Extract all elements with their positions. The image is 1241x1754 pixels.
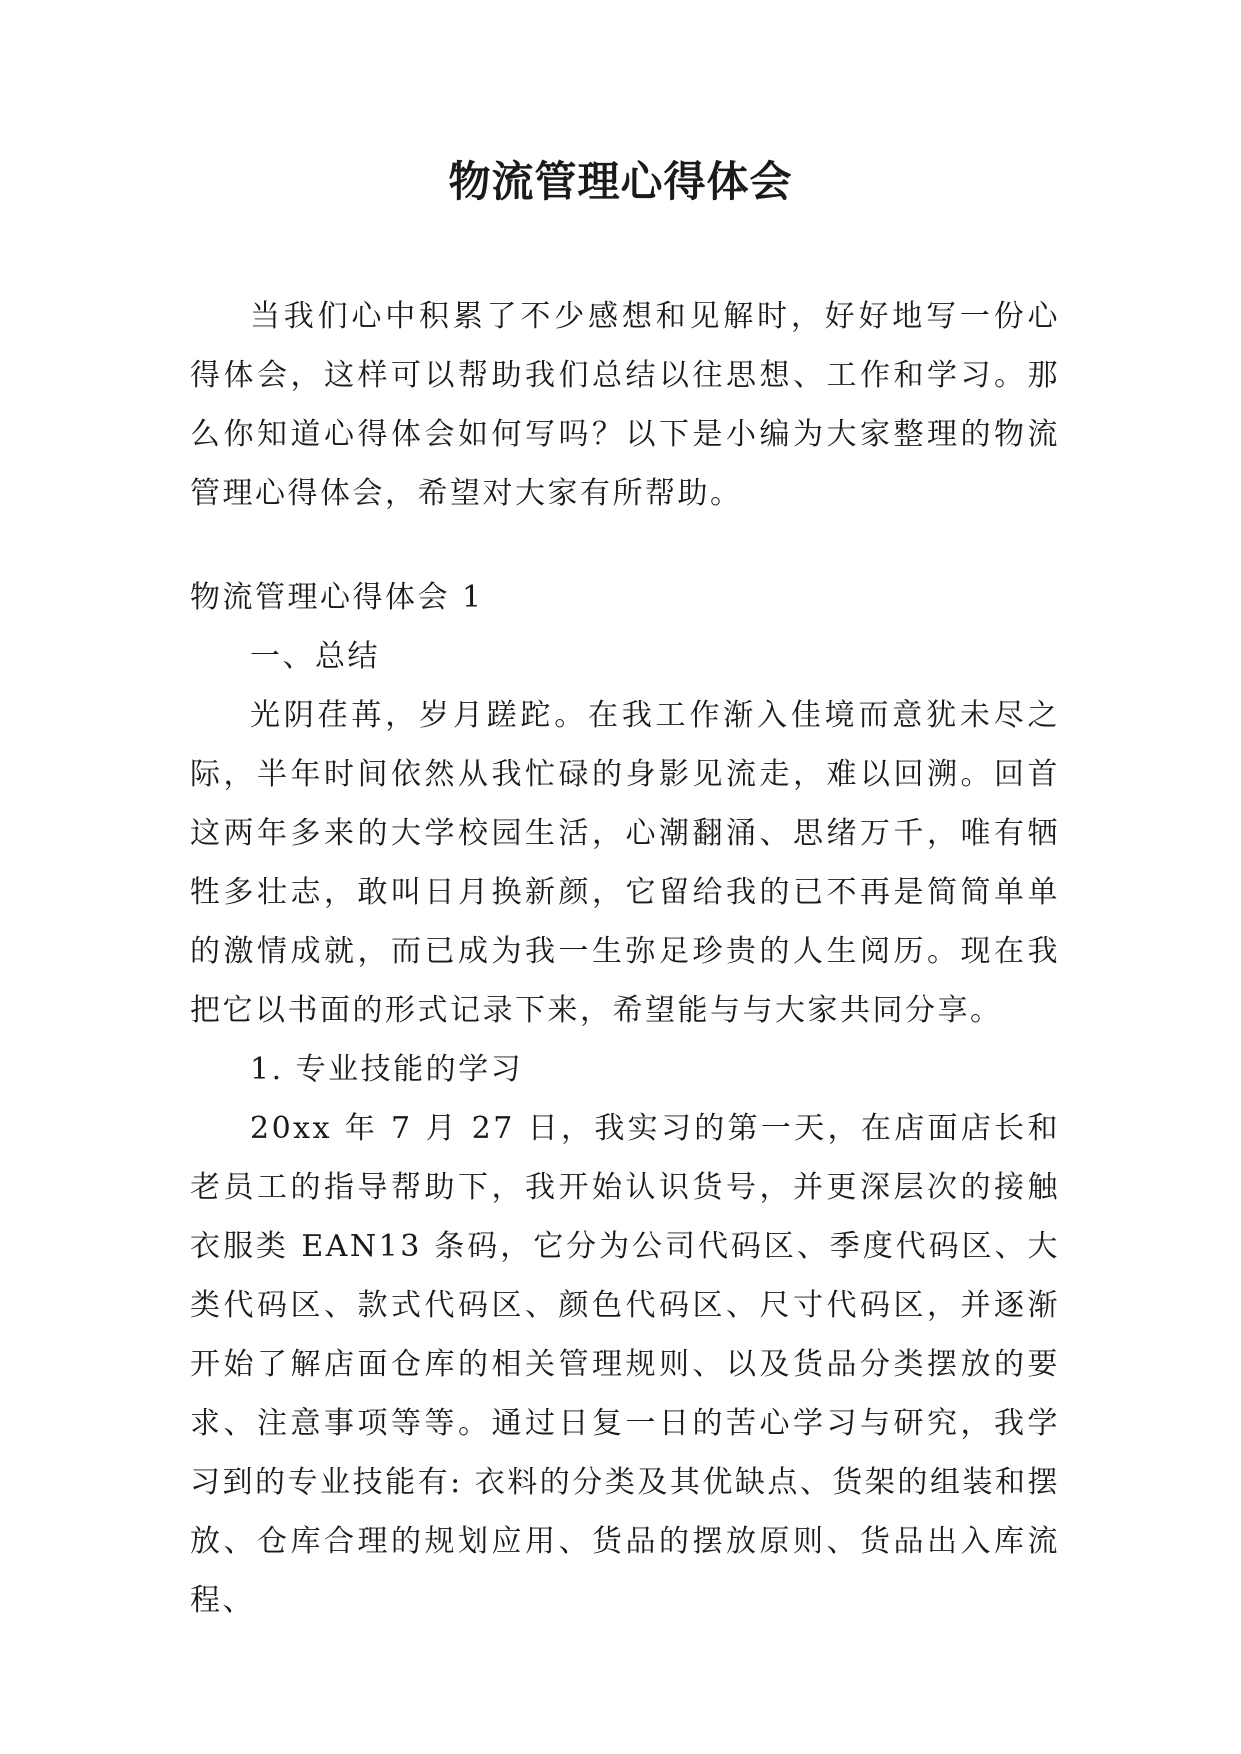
paragraph-spacer [190, 523, 1060, 568]
skills-paragraph: 20xx 年 7 月 27 日，我实习的第一天，在店面店长和老员工的指导帮助下，我开始认识货号，并更深层次的接触衣服类 EAN13 条码，它分为公司代码区、季度代码区、大类代码区、款式代码区、颜色代码区、尺寸代码区，并逐渐开始了解店面仓库的相关管理规则、以及货品分类摆放的要求、注意事项等等。通过日复一日的苦心学习与研究，我学习到的专业技能有: 衣料的分类及其优缺点、货架的组装和摆放、仓库合理的规划应用、货品的摆放原则、货品出入库流程、 [190, 1111, 1060, 1618]
subsection-heading-summary: 一、总结 [250, 639, 380, 674]
subsection-heading-skills: 1. 专业技能的学习 [250, 1052, 524, 1087]
document-title: 物流管理心得体会 [448, 157, 793, 206]
summary-paragraph: 光阴荏苒，岁月蹉跎。在我工作渐入佳境而意犹未尽之际，半年时间依然从我忙碌的身影见流走，难以回溯。回首这两年多来的大学校园生活，心潮翻涌、思绪万千，唯有牺牲多壮志，敢叫日月换新颜，它留给我的已不再是简简单单的激情成就，而已成为我一生弥足珍贵的人生阅历。现在我把它以书面的形式记录下来，希望能与与大家共同分享。 [190, 698, 1060, 1028]
section-title: 物流管理心得体会 1 [190, 580, 484, 615]
document-body [190, 287, 1060, 1630]
intro-paragraph: 当我们心中积累了不少感想和见解时，好好地写一份心得体会，这样可以帮助我们总结以往思想、工作和学习。那么你知道心得体会如何写吗？以下是小编为大家整理的物流管理心得体会，希望对大家有所帮助。 [190, 299, 1060, 511]
